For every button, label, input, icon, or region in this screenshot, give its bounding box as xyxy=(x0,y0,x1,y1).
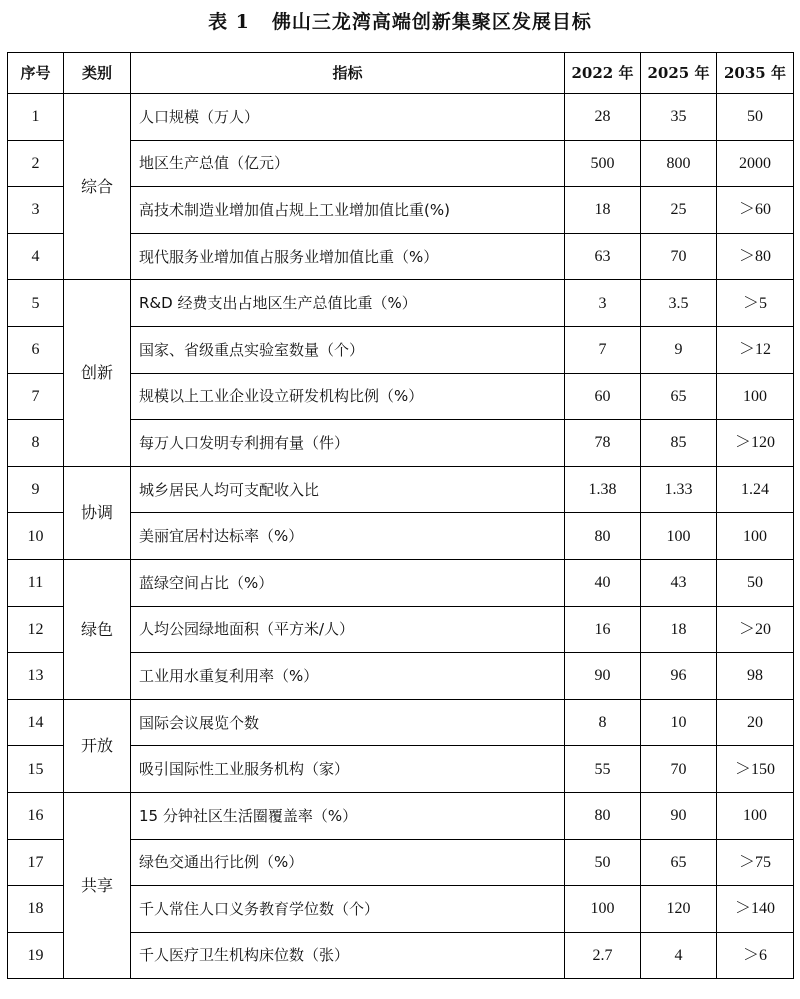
header-2035: 2035 年 xyxy=(717,53,794,94)
row-index: 3 xyxy=(8,187,64,234)
value-2022: 8 xyxy=(565,699,641,746)
value-2025: 100 xyxy=(641,513,717,560)
value-2025: 25 xyxy=(641,187,717,234)
category-cell: 绿色 xyxy=(64,559,131,699)
row-index: 12 xyxy=(8,606,64,653)
value-2035: 100 xyxy=(717,373,794,420)
goals-table xyxy=(7,52,794,979)
value-2035: ＞6 xyxy=(717,932,794,979)
value-2022: 40 xyxy=(565,559,641,606)
category-cell: 开放 xyxy=(64,699,131,792)
header-category: 类别 xyxy=(64,53,131,94)
table-row xyxy=(8,699,794,746)
category-cell: 共享 xyxy=(64,792,131,978)
value-2022: 100 xyxy=(565,886,641,933)
value-2025: 4 xyxy=(641,932,717,979)
row-index: 1 xyxy=(8,94,64,141)
row-index: 2 xyxy=(8,140,64,187)
value-2022: 1.38 xyxy=(565,466,641,513)
value-2025: 1.33 xyxy=(641,466,717,513)
value-2025: 65 xyxy=(641,373,717,420)
table-row xyxy=(8,94,794,141)
indicator-cell: 每万人口发明专利拥有量（件） xyxy=(131,420,565,467)
value-2025: 90 xyxy=(641,792,717,839)
row-index: 17 xyxy=(8,839,64,886)
header-2025: 2025 年 xyxy=(641,53,717,94)
value-2022: 18 xyxy=(565,187,641,234)
value-2025: 65 xyxy=(641,839,717,886)
indicator-cell: 15 分钟社区生活圈覆盖率（%） xyxy=(131,792,565,839)
indicator-cell: 美丽宜居村达标率（%） xyxy=(131,513,565,560)
indicator-cell: 地区生产总值（亿元） xyxy=(131,140,565,187)
value-2022: 500 xyxy=(565,140,641,187)
value-2035: 20 xyxy=(717,699,794,746)
value-2022: 60 xyxy=(565,373,641,420)
value-2022: 63 xyxy=(565,233,641,280)
indicator-cell: 规模以上工业企业设立研发机构比例（%） xyxy=(131,373,565,420)
row-index: 19 xyxy=(8,932,64,979)
value-2025: 70 xyxy=(641,233,717,280)
value-2025: 35 xyxy=(641,94,717,141)
header-index: 序号 xyxy=(8,53,64,94)
indicator-cell: 国际会议展览个数 xyxy=(131,699,565,746)
value-2035: 100 xyxy=(717,792,794,839)
value-2022: 80 xyxy=(565,513,641,560)
category-cell: 综合 xyxy=(64,94,131,280)
indicator-cell: 国家、省级重点实验室数量（个） xyxy=(131,326,565,373)
value-2035: ＞150 xyxy=(717,746,794,793)
indicator-cell: 千人常住人口义务教育学位数（个） xyxy=(131,886,565,933)
value-2025: 10 xyxy=(641,699,717,746)
header-row xyxy=(8,53,794,94)
row-index: 15 xyxy=(8,746,64,793)
indicator-cell: 千人医疗卫生机构床位数（张） xyxy=(131,932,565,979)
value-2025: 800 xyxy=(641,140,717,187)
indicator-cell: 现代服务业增加值占服务业增加值比重（%） xyxy=(131,233,565,280)
row-index: 7 xyxy=(8,373,64,420)
value-2025: 70 xyxy=(641,746,717,793)
value-2035: 50 xyxy=(717,94,794,141)
value-2022: 2.7 xyxy=(565,932,641,979)
indicator-cell: 吸引国际性工业服务机构（家） xyxy=(131,746,565,793)
indicator-cell: 绿色交通出行比例（%） xyxy=(131,839,565,886)
value-2022: 80 xyxy=(565,792,641,839)
row-index: 16 xyxy=(8,792,64,839)
value-2035: 98 xyxy=(717,653,794,700)
header-2022: 2022 年 xyxy=(565,53,641,94)
value-2022: 55 xyxy=(565,746,641,793)
row-index: 4 xyxy=(8,233,64,280)
indicator-cell: 人均公园绿地面积（平方米/人） xyxy=(131,606,565,653)
value-2035: ＞12 xyxy=(717,326,794,373)
indicator-cell: R&D 经费支出占地区生产总值比重（%） xyxy=(131,280,565,327)
value-2035: ＞20 xyxy=(717,606,794,653)
value-2025: 120 xyxy=(641,886,717,933)
row-index: 6 xyxy=(8,326,64,373)
row-index: 9 xyxy=(8,466,64,513)
table-title xyxy=(0,8,800,36)
table-caption: 佛山三龙湾高端创新集聚区发展目标 xyxy=(271,11,592,33)
row-index: 11 xyxy=(8,559,64,606)
value-2035: ＞120 xyxy=(717,420,794,467)
category-cell: 协调 xyxy=(64,466,131,559)
value-2035: ＞5 xyxy=(717,280,794,327)
indicator-cell: 人口规模（万人） xyxy=(131,94,565,141)
value-2022: 90 xyxy=(565,653,641,700)
value-2025: 18 xyxy=(641,606,717,653)
category-cell: 创新 xyxy=(64,280,131,466)
value-2025: 85 xyxy=(641,420,717,467)
row-index: 8 xyxy=(8,420,64,467)
indicator-cell: 高技术制造业增加值占规上工业增加值比重(%) xyxy=(131,187,565,234)
table-row xyxy=(8,280,794,327)
row-index: 5 xyxy=(8,280,64,327)
value-2025: 43 xyxy=(641,559,717,606)
value-2022: 16 xyxy=(565,606,641,653)
value-2022: 7 xyxy=(565,326,641,373)
table-body xyxy=(8,94,794,979)
indicator-cell: 工业用水重复利用率（%） xyxy=(131,653,565,700)
row-index: 13 xyxy=(8,653,64,700)
value-2025: 96 xyxy=(641,653,717,700)
value-2035: ＞60 xyxy=(717,187,794,234)
value-2035: ＞80 xyxy=(717,233,794,280)
value-2025: 3.5 xyxy=(641,280,717,327)
value-2035: ＞75 xyxy=(717,839,794,886)
indicator-cell: 蓝绿空间占比（%） xyxy=(131,559,565,606)
row-index: 10 xyxy=(8,513,64,560)
value-2022: 3 xyxy=(565,280,641,327)
row-index: 18 xyxy=(8,886,64,933)
row-index: 14 xyxy=(8,699,64,746)
value-2035: 100 xyxy=(717,513,794,560)
value-2035: 50 xyxy=(717,559,794,606)
value-2035: 1.24 xyxy=(717,466,794,513)
value-2035: 2000 xyxy=(717,140,794,187)
indicator-cell: 城乡居民人均可支配收入比 xyxy=(131,466,565,513)
table-row xyxy=(8,466,794,513)
value-2022: 50 xyxy=(565,839,641,886)
value-2022: 78 xyxy=(565,420,641,467)
table-number: 表 1 xyxy=(208,11,250,33)
table-row xyxy=(8,792,794,839)
table-row xyxy=(8,559,794,606)
value-2035: ＞140 xyxy=(717,886,794,933)
value-2025: 9 xyxy=(641,326,717,373)
value-2022: 28 xyxy=(565,94,641,141)
header-indicator: 指标 xyxy=(131,53,565,94)
